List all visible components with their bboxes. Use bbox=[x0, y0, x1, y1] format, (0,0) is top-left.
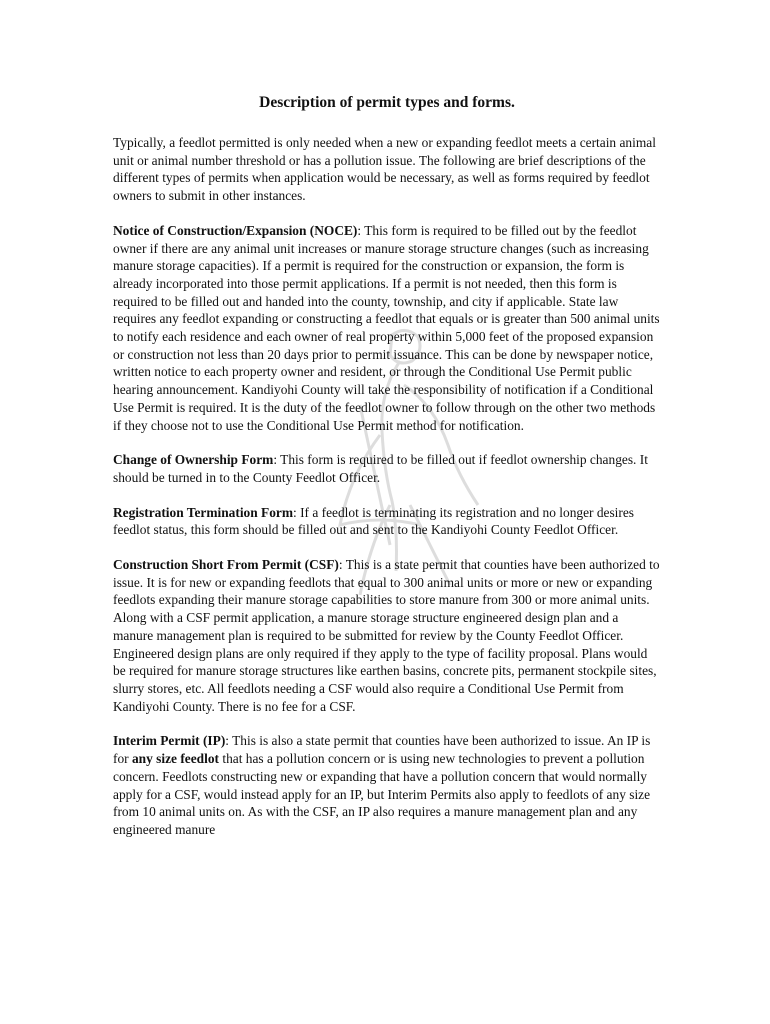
noce-body: : This form is required to be filled out by the feedlot owner if there are any animal unit increases or manure storage structure changes (such as increasing manure storage capacities). If a permit is required for the construction or expansion, the form is already incorporated into those permit applications. If a permit is not needed, then this form is required to be filled out and handed into the county, township, and city if applicable. State law requires any feedlot expanding or constructing a feedlot that equals or is greater than 500 animal units to notify each residence and each owner of real property within 5,000 feet of the proposed expansion or construction not less than 20 days prior to permit issuance. This can be done by newspaper notice, written notice to each property owner and resident, or through the Conditional Use Permit public hearing announcement. Kandiyohi County will take the responsibility of notification if a Conditional Use Permit is required. It is the duty of the feedlot owner to follow through on the other two methods if they choose not to use the Conditional Use Permit method for notification. bbox=[113, 222, 660, 433]
registration-termination-body: : If a feedlot is terminating its registration and no longer desires feedlot status, this form should be filled out and sent to the Kandiyohi County Feedlot Officer. bbox=[113, 504, 635, 538]
change-ownership-heading: Change of Ownership Form bbox=[113, 452, 274, 468]
ip-heading: Interim Permit (IP) bbox=[113, 733, 226, 749]
ip-paragraph bbox=[113, 732, 661, 838]
registration-termination-heading: Registration Termination Form bbox=[113, 504, 294, 520]
change-ownership-body: : This form is required to be filled out if feedlot ownership changes. It should be turned in to the County Feedlot Officer. bbox=[113, 452, 648, 485]
ip-body-part-1: : This is also a state permit that counties have been authorized to issue. An IP is for bbox=[113, 733, 651, 767]
csf-heading: Construction Short From Permit (CSF) bbox=[113, 557, 339, 573]
ip-body-part-2: that has a pollution concern or is using new technologies to prevent a pollution concern. Feedlots constructing new or expanding that have a pollution concern that would normally apply for a CSF, would instead apply for an IP, but Interim Permits also apply to feedlots of any size from 10 animal units on. As with the CSF, an IP also requires a manure management plan and any engineered manure bbox=[113, 751, 651, 837]
change-ownership-paragraph bbox=[113, 451, 661, 486]
intro-paragraph: Typically, a feedlot permitted is only needed when a new or expanding feedlot meets a certain animal unit or animal number threshold or has a pollution issue. The following are brief descriptions of the different types of permits when application would be necessary, as well as forms required by feedlot owners to submit in other instances. bbox=[113, 135, 656, 204]
ip-emphasis: any size feedlot bbox=[131, 751, 219, 767]
registration-termination-paragraph bbox=[113, 504, 661, 539]
csf-paragraph bbox=[113, 556, 661, 715]
csf-body: : This is a state permit that counties have been authorized to issue. It is for new or expanding feedlots that equal to 300 animal units or more or new or expanding feedlots expanding their manure storage capabilities to store manure from 300 or more animal units. Along with a CSF permit application, a manure storage structure engineered design plan and a manure management plan is required to be submitted for review by the County Feedlot Officer. Engineered design plans are only required if they apply to the type of facility proposal. Plans would be required for manure storage structures like earthen basins, concrete pits, permanent stockpile sites, slurry stores, etc. All feedlots needing a CSF would also require a Conditional Use Permit from Kandiyohi County. There is no fee for a CSF. bbox=[113, 557, 660, 714]
page-title: Description of permit types and forms. bbox=[259, 94, 515, 111]
noce-heading: Notice of Construction/Expansion (NOCE) bbox=[113, 222, 358, 238]
noce-paragraph bbox=[113, 222, 661, 434]
document-content bbox=[113, 92, 661, 856]
